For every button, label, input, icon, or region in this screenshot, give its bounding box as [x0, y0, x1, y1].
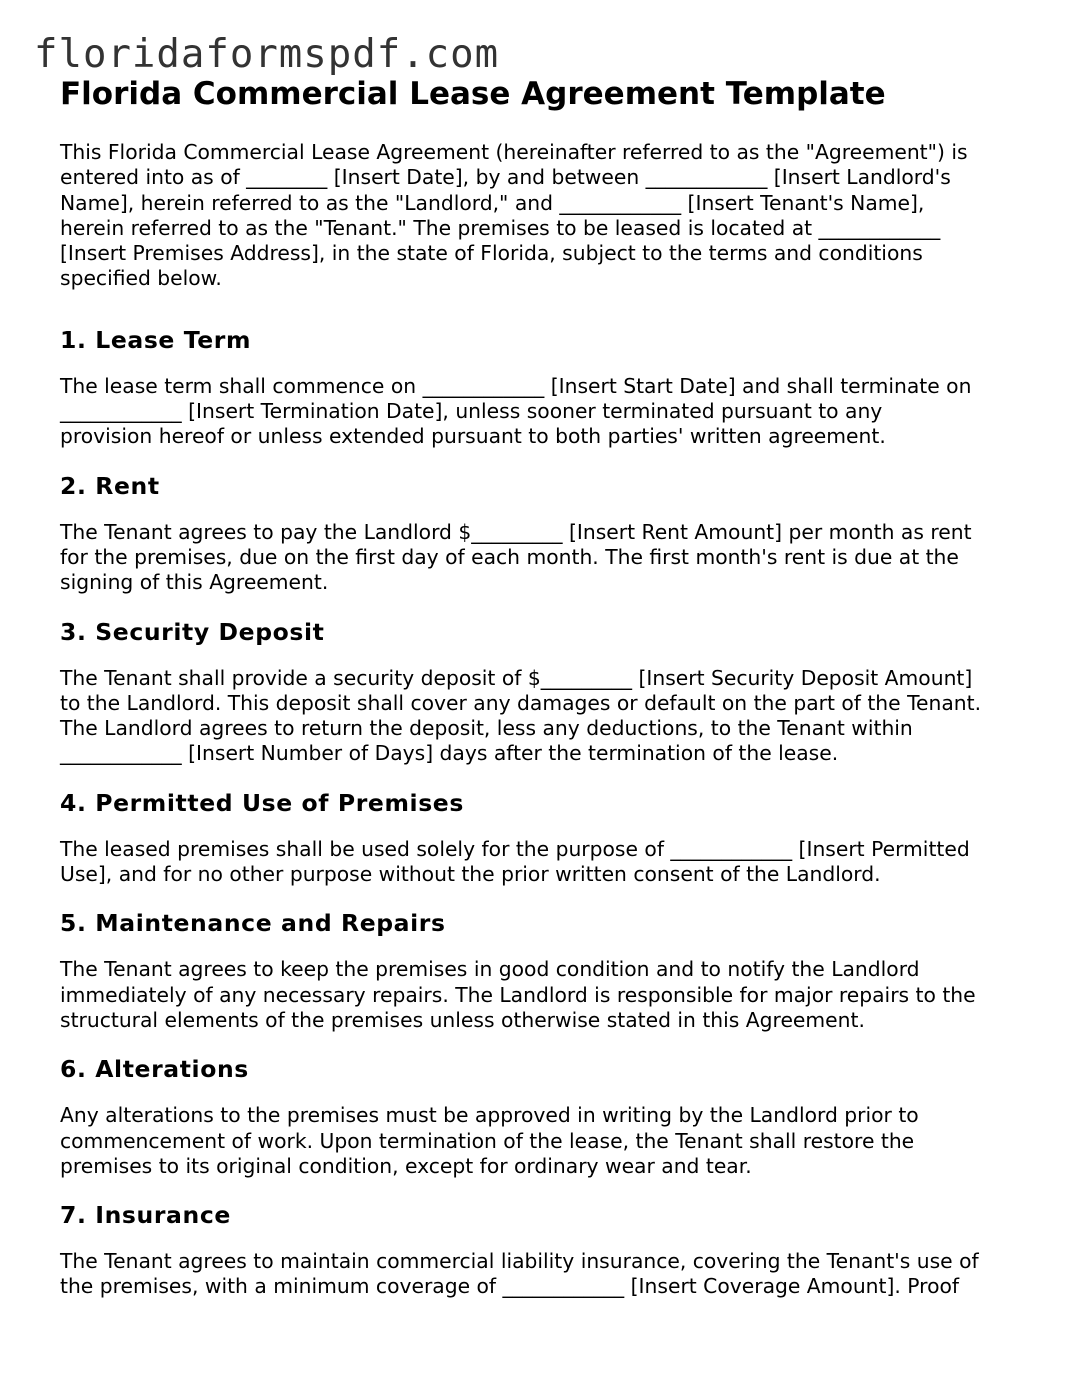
section-heading: 6. Alterations — [60, 1055, 249, 1084]
section-heading: 7. Insurance — [60, 1201, 231, 1230]
section-body: The leased premises shall be used solely for the purpose of ____________ [Insert Permitted Use], and for no other purpose without the prior written consent of the Landlord. — [60, 836, 970, 887]
section-heading: 1. Lease Term — [60, 325, 252, 354]
section-heading: 4. Permitted Use of Premises — [60, 788, 464, 817]
site-watermark: floridaformspdf.com — [34, 32, 500, 77]
document-body — [60, 74, 1030, 1321]
section-heading: 3. Security Deposit — [60, 617, 325, 646]
section-security-deposit — [60, 617, 1030, 767]
section-body: Any alterations to the premises must be approved in writing by the Landlord prior to commencement of work. Upon termination of the lease, the Tenant shall restore the premises to its original condition, except for ordinary wear and tear. — [60, 1103, 919, 1178]
section-insurance — [60, 1200, 1030, 1300]
section-lease-term — [60, 325, 1030, 450]
section-heading: 5. Maintenance and Repairs — [60, 909, 446, 938]
section-alterations — [60, 1054, 1030, 1179]
section-body: The Tenant agrees to keep the premises in good condition and to notify the Landlord immediately of any necessary repairs. The Landlord is responsible for major repairs to the structural elements of the premises unless otherwise stated in this Agreement. — [60, 957, 976, 1032]
section-body: The Tenant agrees to maintain commercial liability insurance, covering the Tenant's use of the premises, with a minimum coverage of ____________ [Insert Coverage Amount]. Proof — [60, 1249, 979, 1299]
section-body: The Tenant shall provide a security deposit of $_________ [Insert Security Deposit Amount] to the Landlord. This deposit shall cover any damages or default on the part of the Tenant. The Landlord agrees to return the deposit, less any deductions, to the Tenant within ____________ [Insert Number of Days] days after the termination of the lease. — [60, 665, 982, 766]
document-title: Florida Commercial Lease Agreement Template — [60, 76, 886, 112]
section-permitted-use — [60, 788, 1030, 888]
section-body: The Tenant agrees to pay the Landlord $_________ [Insert Rent Amount] per month as rent for the premises, due on the first day of each month. The first month's rent is due at the signing of this Agreement. — [60, 519, 972, 595]
section-body: The lease term shall commence on ____________ [Insert Start Date] and shall terminate on ____________ [Insert Termination Date], unless sooner terminated pursuant to any provision hereof or unless extended pursuant to both parties' written agreement. — [60, 373, 972, 449]
section-heading: 2. Rent — [60, 471, 160, 500]
section-rent — [60, 471, 1030, 596]
intro-paragraph: This Florida Commercial Lease Agreement (hereinafter referred to as the "Agreement") is entered into as of ________ [Insert Date], by and between ____________ [Insert Landlord's Name], herein referred to as the "Landlord," and ____________ [Insert Tenant's Name], herein referred to as the "Tenant." The premises to be leased is located at ____________ [Insert Premises Address], in the state of Florida, subject to the terms and conditions specified below. — [60, 140, 968, 291]
section-maintenance-repairs — [60, 908, 1030, 1033]
